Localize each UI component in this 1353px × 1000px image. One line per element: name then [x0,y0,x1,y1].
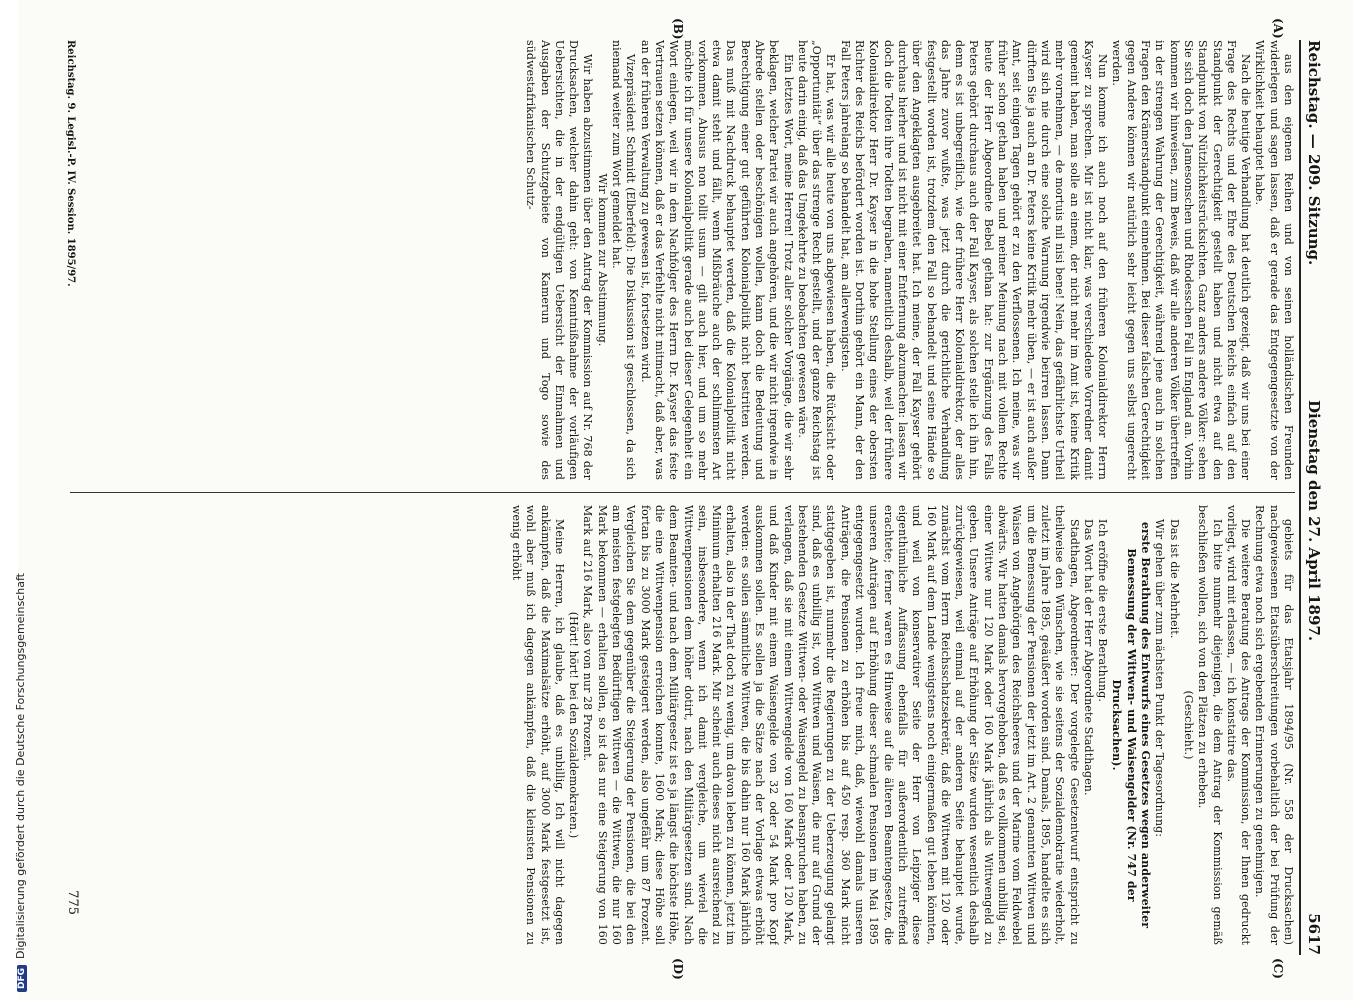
margin-marker-a: (A) [1271,18,1285,39]
paragraph: Wir haben abzustimmen über den Antrag der Kommission auf Nr. 768 der Drucksachen, welcher dahin geht: von Kenntnißnahme der vorläufigen Uebersichten, die in der endgültigen Uebersicht der Einnahmen und Ausgaben der Schutzgebiete von Kamerun und Togo sowie des südwestafrikanischen Schutz- [524,40,595,480]
paragraph: aus den eigenen Reihen und von seinen holländischen Freunden widerlegen und sagen lassen, daß er gerade das Entgegengesetzte von der Wirklichkeit behauptet habe. [1253,40,1295,480]
paragraph: Stadthagen, Abgeordneter: Der vorgelegte Gesetzentwurf entspricht zu theilweise den Wünschen, wie sie seitens der Sozialdemokratie wiederholt, zuletzt im Jahre 1895, geäußert worden sind. Damals, 1895, handelte es sich um die Bemessung der Pensionen der jetzt im Art. 2 genannten Wittwen und Waisen von Angehörigen des Reichsheeres und der Marine vom Feldwebel abwärts. Wir hatten damals hervorgehoben, daß es vollkommen unbillig sei, einer Wittwe nur 120 Mark oder 160 Mark jährlich als Wittwengeld zu geben. Unsere Anträge auf Erhöhung der Sätze wurden wesentlich deshalb zurückgewiesen, weil einmal auf der anderen Seite behauptet wurde, zunächst vom Herrn Reichsschatzsekretär, daß die Wittwen mit 120 oder 160 Mark auf dem Lande wenigstens noch einigermaßen gut leben könnten, und weil von konservativer Seite der Herr von Leipziger diese eigenthümliche Auffassung ebenfalls für außerordentlich zutreffend erachtete; ferner waren es Hinweise auf die älteren Beamtengesetze, die unseren Anträgen auf Erhöhung dieser schmalen Pensionen im Mai 1895 entgegengesetzt wurden. Ich freue mich, daß, wiewohl damals unseren Anträgen, die Pensionen zu erhöhen bis auf 450 resp. 360 Mark nicht stattgegeben ist, nunmehr die Regierungen zu der Ueberzeugung gelangt sind, daß es unbillig ist, von Wittwen und Waisen, die nur auf Grund der bestehenden Gesetze Wittwen- oder Waisengeld zu beanspruchen haben, zu verlangen, daß sie mit einem Wittwengelde von 160 Mark oder 120 Mark, und daß Kinder mit einem Waisengelde von 32 oder 54 Mark pro Kopf auskommen sollen. Es sollen ja die Sätze nach der Vorlage etwas erhöht werden: es sollen sämmtliche Wittwen, die bis dahin nur 160 Mark jährlich erhalten, also in der That doch zu wenig, um davon leben zu können, jetzt im Minimum erhalten 216 Mark. Mir scheint auch dieses nicht ausreichend zu sein, insbesondere, wenn ich damit vergleiche, um wieviel die Wittwenpensionen dem höher dotirt, nach den Militärgesetzen sind. Nach dem Beamten- und nach dem Militärgesetz ist es ja längst die höchste Höhe, die eine Wittwenpension erreichen konnte, 1600 Mark; diese Höhe soll fortan bis zu 3000 Mark gesteigert werden, also ungefähr um 87 Prozent. Vergleichen Sie dem gegenüber die Steigerung der Pensionen, die bei den am meisten festgelegten Bedürftigen Wittwen — die Wittwen, die nur 160 Mark bekommen — erhalten sollen, so ist das nur eine Steigerung von 160 Mark auf 216 Mark, also von nur 28 Prozent. [581,505,1081,945]
paragraph: Das Wort hat der Herr Abgeordnete Stadthagen. [1081,519,1095,796]
footer-page-number: 775 [65,890,80,915]
agenda-heading: erste Berathung des Entwurfs eines Gesetzes wegen anderweiter Bemessung der Wittwen- und Waisengelder (Nr. 747 der Drucksachen). [1110,521,1153,929]
right-column [70,505,1295,945]
paragraph: gebiets für das Etatsjahr 1894/95 (Nr. 558 der Drucksachen) nachgewiesenen Etatsüberschreitungen vorbehaltlich der bei Prüfung der Rechnung etwa noch sich ergebenden Erinnerungen zu genehmigen. [1253,505,1295,945]
credit-text-line [14,573,27,992]
paragraph: (Geschieht.) [1181,690,1195,760]
margin-marker-b: (B) [671,18,685,40]
page-number: 5617 [1305,913,1323,955]
left-column [70,40,1295,480]
paragraph: Ein letztes Wort, meine Herren! Trotz aller solcher Vorgänge, die wir sehr beklagen, welcher Partei wir auch angehören, und die wir nicht irgendwie in Abrede stellen oder beschönigen wollen, kann doch die Bedeutung und Berechtigung einer gut geführten Kolonialpolitik nicht bestritten werden. Das muß mit Nachdruck behauptet werden, daß die Kolonialpolitik nicht etwa damit steht und fällt, wenn Mißbräuche auch der schlimmsten Art vorkommen. Abusus non tollit usum — gilt auch hier, und um so mehr möchte ich für unsere Kolonialpolitik gerade auch bei dieser Gelegenheit ein Wort einlegen, weil wir in dem Nachfolger des Herrn Dr. Kayser das feste Vertrauen setzen können, daß er das Verfehlte nicht mitmacht, daß aber, was an der früheren Verwaltung zu gewesen ist, fortsetzen wird. [638,40,795,480]
paragraph: Nach die heutige Verhandlung hat deutlich gezeigt, daß wir uns bei einer Frage des Rechts und der Ehre des Deutschen Reichs einfach auf den Standpunkt der Gerechtigkeit gestellt haben und nicht etwa auf den Standpunkt von Nützlichkeitsrücksichten. Ganz anders andere Völker: sehen Sie sich doch den Jamesonschen und Rhodesschen Fall in England an. Vorhin kommen wir hinweisen, zum Beweis, daß wir alle anderen Völker übertreffen in der strengen Wahrung der Gerechtigkeit, während jene auch in solchen Fragen den Krämerstandpunkt einnehmen. Bei dieser falschen Gerechtigkeit gegen Andere können wir natürlich sehr leicht gegen uns selbst ungerecht werden. [1110,40,1253,480]
paragraph: Wir gehen über zum nächsten Punkt der Tagesordnung: [1153,519,1167,838]
margin-marker-d: (D) [671,958,685,980]
paragraph: Vizepräsident Schmidt (Elberfeld): Die Diskussion ist geschlossen, da sich niemand weiter zum Wort gemeldet hat. [610,40,638,480]
header-center: Dienstag den 27. April 1897. [1305,400,1323,642]
paragraph: Meine Herren, ich glaube, daß es unbillig, Ich will nicht dagegen ankämpfen, daß die Maximalsätze erhöht, auf 3000 Mark festgesetzt ist, wohl aber muß ich dagegen ankämpfen, daß die kleinsten Pensionen zu wenig erhöht [509,505,566,945]
credit-text: Digitalisierung gefördert durch die Deutsche Forschungsgemeinschaft [14,573,27,959]
paragraph: Wir kommen zur Abstimmung. [595,173,609,347]
page-header [1299,40,1325,955]
column-divider [70,492,1295,493]
rotated-page-content [65,18,1325,980]
footer-left: Reichstag. 9. Legisl.-P. IV. Session. 1895/97. [65,40,76,287]
dfg-logo: DFG [17,965,27,992]
paragraph: Er hat, was wir alle heute von uns abgewiesen haben, die Rücksicht oder „Opportunität“ über das strenge Recht gestellt, und der ganze Reichstag ist heute darin einig, daß das Umgekehrte zu beobachten gewesen wäre. [795,40,838,480]
credit-strip [0,0,27,1000]
paragraph: Die weitere Beratung des Antrags der Kommission, der Ihnen gedruckt vorliegt, wird mit erlassen, — ich konstatire das. [1224,505,1253,945]
paragraph: Ich bitte nunmehr diejenigen, die dem Antrag der Kommission gemäß beschließen wollen, sich von den Plätzen zu erheben. [1196,505,1224,945]
paragraph: (Hört! hört! bei den Sozialdemokraten.) [567,611,581,839]
paragraph: Ich eröffne die erste Berathung. [1096,519,1110,702]
margin-marker-c: (C) [1271,958,1285,979]
header-left: Reichstag. — 209. Sitzung. [1305,40,1323,266]
paragraph: Nun komme ich auch noch auf den früheren Kolonialdirektor Herrn Kayser zu sprechen. Mir ist nicht klar, was verschiedene Vorredner damit gemeint haben, man solle an einem, der nicht mehr im Amt ist, keine Kritik mehr vornehmen, — de mortuis nil nisi bene! Nein, das gefährlichste Urtheil wird sich nie durch eine solche Warnung irgendwie beirren lassen. Dann dürften Sie ja auch an Dr. Peters keine Kritik mehr üben, — er ist auch außer Amt, seit einigen Tagen gehört er zu den Verflossenen. Ich meine, was wir früher schon gethan haben und meiner Meinung nach mit vollem Rechte heute der Herr Abgeordnete Bebel gethan hat: zur Ergänzung des Falls Peters gehört durchaus auch der Fall Kayser, als solchen stelle ich ihn hin, denn es ist unbegreiflich, wie der frühere Herr Kolonialdirektor, der alles das Jahre zuvor wußte, was jetzt durch die gerichtliche Verhandlung festgestellt worden ist, trotzdem den Fall so behandelt und seine Hände so über den Angeklagten ausgebreitet hat. Ich meine, der Fall Kayser gehört durchaus hierher und ist nicht mit einer Entfernung abzumachen: lassen wir doch die Todten ihre Todten begraben, namentlich deshalb, weil der frühere Kolonialdirektor Herr Dr. Kayser in die hohe Stellung eines der obersten Richter des Reichs befördert worden ist. Dorthin gehört ein Mann, der den Fall Peters jahrelang so behandelt hat, am allerwenigsten. [838,40,1110,480]
paragraph: Das ist die Mehrheit. [1167,519,1181,639]
